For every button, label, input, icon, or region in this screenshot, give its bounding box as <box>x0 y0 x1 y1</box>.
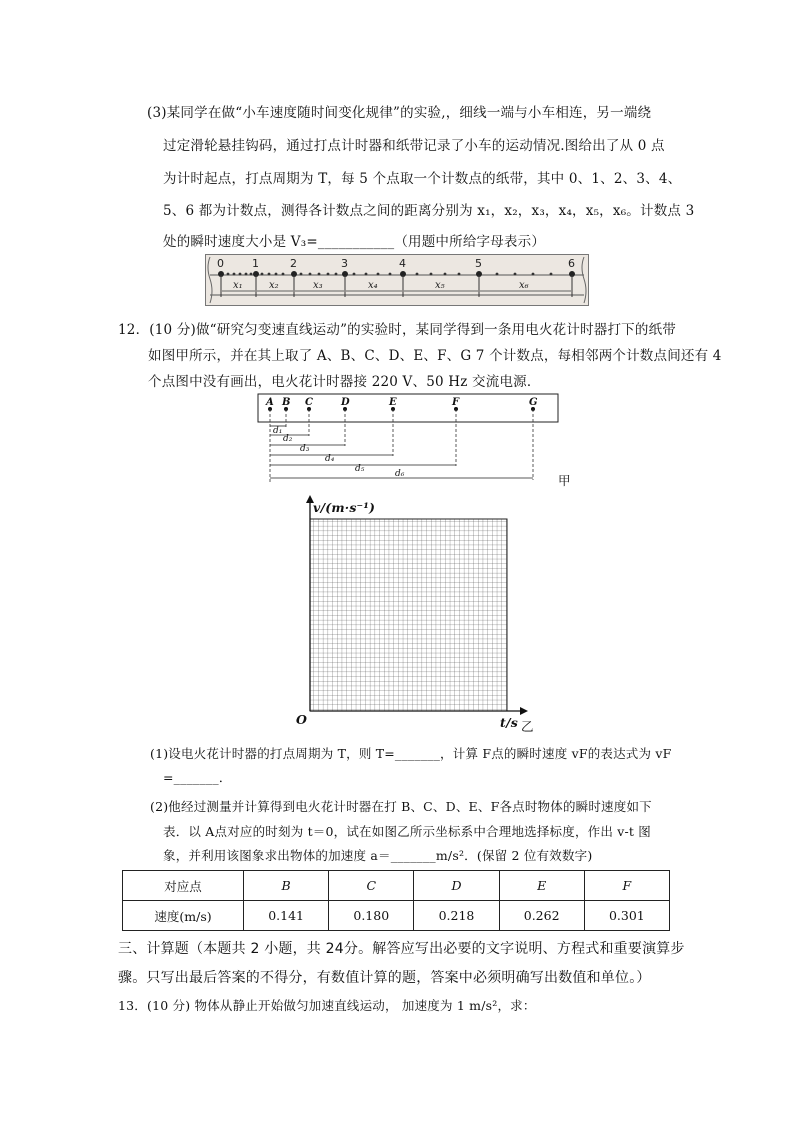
tape-seg-x5: x₅ <box>435 280 445 291</box>
ticker-tape-svg <box>206 255 588 305</box>
tape-label-2: 2 <box>290 257 297 270</box>
table-cell-point-B: B <box>244 871 329 901</box>
x-axis-arrow <box>520 707 528 715</box>
figure-jia-tape <box>250 392 580 487</box>
distance-d4: d₄ <box>325 454 335 464</box>
graph-fig-label: 乙 <box>521 719 534 734</box>
tape-a-label-D: D <box>341 397 350 408</box>
tape-a-label-F: F <box>452 397 460 408</box>
graph-y-label: v/(m·s⁻¹) <box>313 500 376 515</box>
table-row <box>123 901 670 931</box>
graph-x-label: t/s <box>500 715 518 730</box>
q13-line-1: 13．(10 分) 物体从静止开始做匀加速直线运动， 加速度为 1 m/s²，求： <box>118 998 536 1013</box>
table-cell-speed-B: 0.141 <box>244 901 329 931</box>
distance-d5: d₅ <box>355 464 365 474</box>
table-row <box>123 871 670 901</box>
tape-a-label-A: A <box>266 397 274 408</box>
velocity-table <box>122 870 670 931</box>
table-row-header-points: 对应点 <box>123 871 244 901</box>
distance-d1: d₁ <box>273 426 283 436</box>
tape-label-1: 1 <box>252 257 259 270</box>
tape-label-4: 4 <box>399 257 406 270</box>
q12-sub1-line-2: =_______． <box>163 770 232 785</box>
tape-seg-x4: x₄ <box>368 280 378 291</box>
tape-label-6: 6 <box>568 257 575 270</box>
table-cell-point-C: C <box>329 871 414 901</box>
q12-sub2-line-3: 象，并利用该图象求出物体的加速度 a＝_______m/s²．(保留 2 位有效数字) <box>163 848 593 863</box>
q12-sub1-line-1: (1)设电火花计时器的打点周期为 T，则 T=_______，计算 F点的瞬时速度 vF的表达式为 vF <box>150 746 672 761</box>
graph-origin: O <box>296 712 308 727</box>
section-3-line-1: 三、计算题（本题共 2 小题，共 24分。解答应写出必要的文字说明、方程式和重要演算步 <box>118 941 685 957</box>
table-cell-speed-F: 0.301 <box>584 901 669 931</box>
graph-grid <box>310 519 507 711</box>
table-cell-point-F: F <box>584 871 669 901</box>
tape-a-label-G: G <box>529 397 538 408</box>
section-3-line-2: 骤。只写出最后答案的不得分，有数值计算的题，答案中必须明确写出数值和单位。） <box>118 970 651 986</box>
table-cell-speed-D: 0.218 <box>414 901 499 931</box>
distance-d6: d₆ <box>395 469 405 479</box>
tape-a-label-B: B <box>282 397 291 408</box>
tape-seg-x3: x₃ <box>313 280 323 291</box>
tape-seg-x1: x₁ <box>233 280 243 291</box>
tape-seg-x6: x₆ <box>519 280 529 291</box>
tape-label-0: 0 <box>217 257 224 270</box>
q11-3-line-3: 为计时起点，打点周期为 T，每 5 个点取一个计数点的纸带，其中 0、1、2、3、4、 <box>163 171 682 187</box>
tape-a-label-E: E <box>389 397 397 408</box>
q11-3-line-1: (3)某同学在做“小车速度随时间变化规律”的实验,，细线一端与小车相连，另一端绕 <box>147 105 652 121</box>
q11-3-line-2: 过定滑轮悬挂钩码，通过打点计时器和纸带记录了小车的运动情况.图给出了从 0 点 <box>163 138 665 154</box>
figure-yi-graph <box>290 493 530 733</box>
distance-d2: d₂ <box>283 434 293 444</box>
distance-d3: d₃ <box>300 444 310 454</box>
table-cell-speed-E: 0.262 <box>499 901 584 931</box>
q12-line-2: 如图甲所示，并在其上取了 A、B、C、D、E、F、G 7 个计数点，每相邻两个计数点间还有 4 <box>148 348 722 364</box>
q12-sub2-line-1: (2)他经过测量并计算得到电火花计时器在打 B、C、D、E、F各点时物体的瞬时速度如下 <box>150 799 652 814</box>
q12-line-3: 个点图中没有画出，电火花计时器接 220 V、50 Hz 交流电源． <box>148 374 541 390</box>
table-cell-speed-C: 0.180 <box>329 901 414 931</box>
ticker-tape-figure <box>205 254 589 306</box>
table-row-header-speed: 速度(m/s) <box>123 901 244 931</box>
tape-a-label-C: C <box>305 397 313 408</box>
q12-sub2-line-2: 表．以 A点对应的时刻为 t＝0，试在如图乙所示坐标系中合理地选择标度，作出 v-t 图 <box>163 824 652 839</box>
q12-line-1: 12．(10 分)做“研究匀变速直线运动”的实验时，某同学得到一条用电火花计时器打下的纸带 <box>118 322 676 338</box>
tape-seg-x2: x₂ <box>269 280 279 291</box>
table-cell-point-D: D <box>414 871 499 901</box>
tape-label-3: 3 <box>341 257 348 270</box>
q11-3-line-5: 处的瞬时速度大小是 V₃=___________（用题中所给字母表示） <box>163 234 546 250</box>
q11-3-line-4: 5、6 都为计数点，测得各计数点之间的距离分别为 x₁，x₂，x₃，x₄，x₅，x₆。计数点 3 <box>163 203 695 219</box>
tape-label-5: 5 <box>475 257 482 270</box>
figure-jia-label: 甲 <box>558 473 571 488</box>
table-cell-point-E: E <box>499 871 584 901</box>
